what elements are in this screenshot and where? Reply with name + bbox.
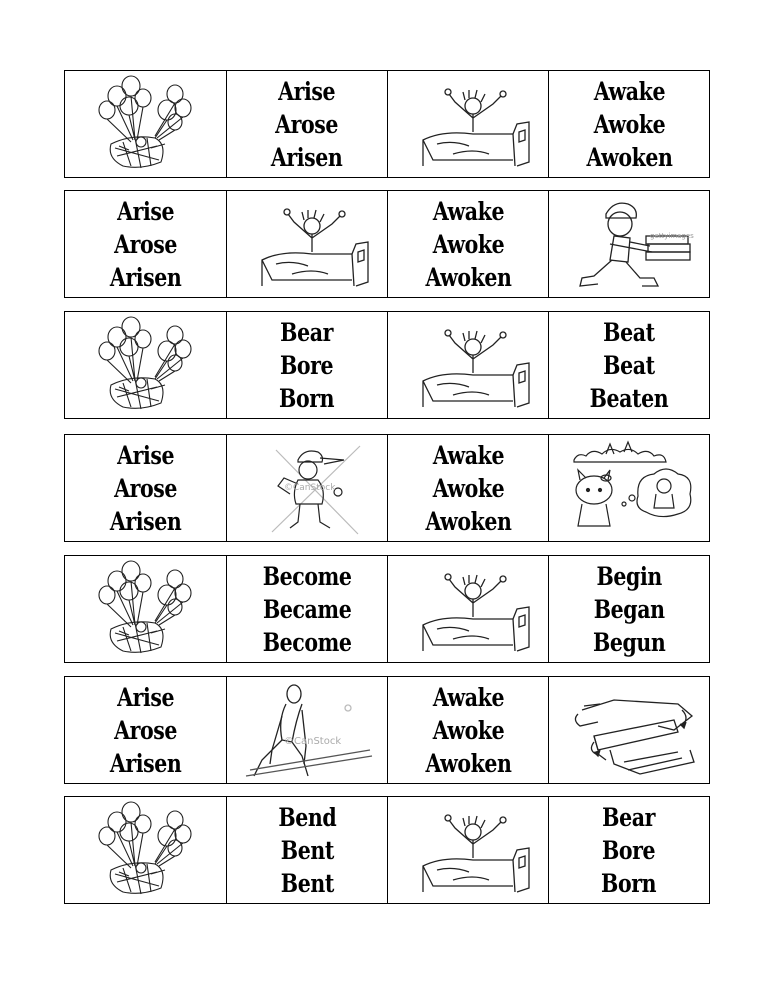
balloons-icon — [71, 315, 221, 415]
verb-forms-cell — [548, 797, 709, 903]
card-row — [64, 311, 710, 419]
batter-baseball-icon — [232, 438, 382, 538]
verb-past-form: Arose — [114, 473, 177, 503]
verb-participle-form: Begun — [592, 627, 666, 657]
verb-base-form: Arise — [116, 440, 175, 470]
verb-forms — [586, 75, 672, 174]
verb-forms — [110, 195, 182, 294]
verb-participle-form: Arisen — [109, 262, 182, 292]
verb-past-form: Arose — [275, 109, 339, 139]
verb-base-form: Begin — [596, 561, 662, 591]
verb-participle-form: Arisen — [109, 748, 182, 778]
verb-forms-cell — [387, 677, 548, 783]
verb-past-form: Bore — [280, 350, 334, 380]
verb-forms — [110, 439, 182, 538]
verb-base-form: Awake — [432, 682, 504, 712]
runner-start-icon — [232, 680, 382, 780]
verb-base-form: Beat — [603, 317, 655, 347]
verb-participle-form: Bent — [280, 868, 334, 898]
verb-participle-form: Born — [601, 868, 657, 898]
verb-participle-form: Born — [279, 383, 335, 413]
verb-forms-cell — [65, 435, 226, 541]
verb-forms — [271, 75, 343, 174]
wake-up-bed-icon — [393, 315, 543, 415]
verb-forms — [425, 439, 511, 538]
picture-cell — [226, 677, 387, 783]
verb-past-form: Awoke — [432, 473, 504, 503]
picture-cell — [65, 71, 226, 177]
boy-carrying-books-icon — [554, 194, 704, 294]
verb-forms — [593, 560, 665, 659]
verb-base-form: Arise — [116, 682, 175, 712]
verb-participle-form: Arisen — [271, 142, 343, 172]
verb-base-form: Bend — [278, 802, 336, 832]
svg-text:©CanStock: ©CanStock — [284, 483, 336, 493]
balloons-icon — [71, 74, 221, 174]
verb-participle-form: Awoken — [424, 748, 512, 778]
verb-participle-form: Awoken — [424, 506, 512, 536]
verb-base-form: Awake — [432, 196, 504, 226]
verb-past-form: Bent — [280, 835, 334, 865]
verb-forms-cell — [226, 556, 387, 662]
verb-forms — [601, 801, 656, 900]
picture-cell — [548, 435, 709, 541]
verb-participle-form: Awoken — [424, 262, 512, 292]
verb-forms-cell — [65, 191, 226, 297]
verb-participle-form: Beaten — [589, 383, 669, 413]
verb-past-form: Awoke — [593, 109, 665, 139]
verb-base-form: Bear — [280, 317, 334, 347]
svg-text:©CanStock: ©CanStock — [284, 736, 342, 747]
verb-past-form: Awoke — [432, 715, 504, 745]
picture-cell — [226, 435, 387, 541]
picture-cell — [65, 312, 226, 418]
verb-forms-cell — [226, 797, 387, 903]
picture-cell — [387, 71, 548, 177]
verb-forms-cell — [548, 71, 709, 177]
verb-base-form: Arise — [278, 76, 336, 106]
picture-cell — [548, 191, 709, 297]
picture-cell — [387, 312, 548, 418]
card-row — [64, 676, 710, 784]
card-row — [64, 70, 710, 178]
kitty-dreaming-icon — [554, 438, 704, 538]
picture-cell — [387, 797, 548, 903]
verb-forms-cell — [226, 71, 387, 177]
verb-forms-cell — [548, 312, 709, 418]
verb-base-form: Awake — [432, 440, 504, 470]
verb-forms — [110, 681, 182, 780]
wake-up-bed-icon — [232, 194, 382, 294]
balloons-icon — [71, 800, 221, 900]
verb-base-form: Awake — [593, 76, 665, 106]
picture-cell — [387, 556, 548, 662]
verb-base-form: Become — [262, 561, 352, 591]
verb-forms-cell — [387, 191, 548, 297]
card-row — [64, 434, 710, 542]
verb-base-form: Arise — [116, 196, 175, 226]
picture-cell — [65, 797, 226, 903]
verb-forms — [425, 681, 511, 780]
verb-forms — [278, 801, 336, 900]
verb-forms-cell — [548, 556, 709, 662]
card-row — [64, 190, 710, 298]
verb-participle-form: Arisen — [109, 506, 182, 536]
verb-past-form: Awoke — [432, 229, 504, 259]
hands-bending-icon — [554, 680, 704, 780]
verb-past-form: Arose — [114, 229, 177, 259]
wake-up-bed-icon — [393, 74, 543, 174]
picture-cell — [548, 677, 709, 783]
verb-past-form: Bore — [602, 835, 656, 865]
verb-forms — [279, 316, 334, 415]
verb-forms — [590, 316, 669, 415]
verb-past-form: Arose — [114, 715, 177, 745]
svg-text:gettyimages: gettyimages — [650, 232, 694, 240]
picture-cell — [65, 556, 226, 662]
verb-forms-cell — [65, 677, 226, 783]
wake-up-bed-icon — [393, 559, 543, 659]
verb-forms — [263, 560, 352, 659]
wake-up-bed-icon — [393, 800, 543, 900]
verb-forms-cell — [226, 312, 387, 418]
verb-past-form: Beat — [603, 350, 655, 380]
verb-participle-form: Become — [262, 627, 352, 657]
verb-participle-form: Awoken — [585, 142, 673, 172]
picture-cell — [226, 191, 387, 297]
verb-past-form: Began — [593, 594, 665, 624]
verb-past-form: Became — [262, 594, 352, 624]
card-row — [64, 796, 710, 904]
verb-forms — [425, 195, 511, 294]
verb-base-form: Bear — [602, 802, 656, 832]
verb-forms-cell — [387, 435, 548, 541]
card-row — [64, 555, 710, 663]
balloons-icon — [71, 559, 221, 659]
